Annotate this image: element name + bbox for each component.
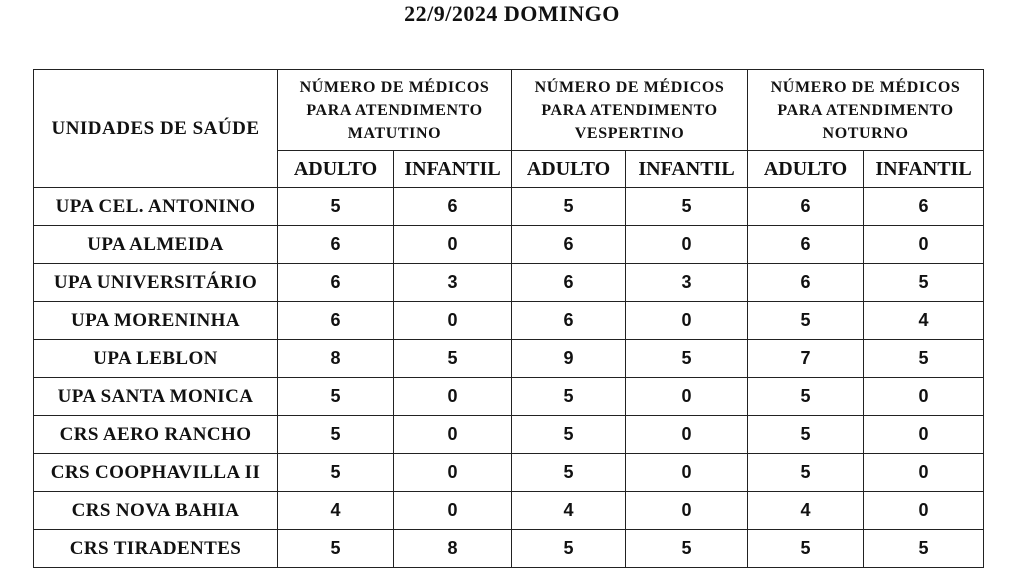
afternoon-adult-cell: 5 — [512, 530, 626, 568]
afternoon-adult-cell: 4 — [512, 492, 626, 530]
table-row — [34, 530, 984, 568]
afternoon-child-cell: 5 — [626, 530, 748, 568]
group-header-line: PARA ATENDIMENTO — [306, 101, 483, 119]
afternoon-child-cell: 0 — [626, 492, 748, 530]
morning-child-cell: 3 — [394, 264, 512, 302]
group-header-line: NÚMERO DE MÉDICOS — [534, 78, 725, 96]
group-header-line: PARA ATENDIMENTO — [541, 101, 718, 119]
morning-child-header: INFANTIL — [394, 151, 512, 188]
group-header-line: PARA ATENDIMENTO — [777, 101, 954, 119]
group-header-line: NOTURNO — [822, 124, 909, 142]
afternoon-child-cell: 0 — [626, 226, 748, 264]
night-child-cell: 0 — [864, 492, 984, 530]
afternoon-child-cell: 5 — [626, 188, 748, 226]
table-row — [34, 264, 984, 302]
night-adult-cell: 5 — [748, 530, 864, 568]
morning-adult-cell: 6 — [278, 226, 394, 264]
group-header-line: NÚMERO DE MÉDICOS — [770, 78, 961, 96]
morning-group-header — [278, 70, 512, 151]
table-row — [34, 454, 984, 492]
night-adult-cell: 6 — [748, 264, 864, 302]
afternoon-child-cell: 0 — [626, 416, 748, 454]
unit-name-cell: CRS AERO RANCHO — [34, 416, 278, 454]
morning-adult-cell: 5 — [278, 378, 394, 416]
table-row — [34, 188, 984, 226]
table-row — [34, 340, 984, 378]
afternoon-child-cell: 5 — [626, 340, 748, 378]
group-header-row — [34, 70, 984, 151]
table-row — [34, 378, 984, 416]
unit-name-cell: UPA SANTA MONICA — [34, 378, 278, 416]
morning-child-cell: 0 — [394, 302, 512, 340]
doctors-schedule-table — [33, 69, 984, 568]
morning-child-cell: 0 — [394, 454, 512, 492]
night-child-cell: 5 — [864, 340, 984, 378]
night-adult-cell: 7 — [748, 340, 864, 378]
night-child-cell: 6 — [864, 188, 984, 226]
morning-child-cell: 0 — [394, 378, 512, 416]
afternoon-child-cell: 3 — [626, 264, 748, 302]
afternoon-adult-header: ADULTO — [512, 151, 626, 188]
morning-child-cell: 5 — [394, 340, 512, 378]
afternoon-adult-cell: 9 — [512, 340, 626, 378]
morning-adult-cell: 5 — [278, 454, 394, 492]
morning-child-cell: 6 — [394, 188, 512, 226]
afternoon-adult-cell: 5 — [512, 416, 626, 454]
morning-adult-cell: 8 — [278, 340, 394, 378]
unit-name-cell: CRS NOVA BAHIA — [34, 492, 278, 530]
morning-child-cell: 0 — [394, 416, 512, 454]
morning-child-cell: 0 — [394, 492, 512, 530]
morning-adult-header: ADULTO — [278, 151, 394, 188]
night-group-header — [748, 70, 984, 151]
morning-adult-cell: 6 — [278, 302, 394, 340]
table-row — [34, 302, 984, 340]
night-adult-cell: 5 — [748, 302, 864, 340]
morning-adult-cell: 5 — [278, 530, 394, 568]
table-row — [34, 416, 984, 454]
group-header-line: NÚMERO DE MÉDICOS — [299, 78, 490, 96]
night-adult-cell: 6 — [748, 188, 864, 226]
table-body — [34, 188, 984, 568]
night-adult-cell: 5 — [748, 378, 864, 416]
afternoon-child-cell: 0 — [626, 454, 748, 492]
morning-child-cell: 0 — [394, 226, 512, 264]
unit-name-cell: CRS COOPHAVILLA II — [34, 454, 278, 492]
afternoon-group-header — [512, 70, 748, 151]
units-column-header: UNIDADES DE SAÚDE — [34, 70, 278, 188]
night-child-cell: 0 — [864, 454, 984, 492]
night-adult-cell: 5 — [748, 416, 864, 454]
night-child-header: INFANTIL — [864, 151, 984, 188]
unit-name-cell: UPA CEL. ANTONINO — [34, 188, 278, 226]
unit-name-cell: CRS TIRADENTES — [34, 530, 278, 568]
night-adult-header: ADULTO — [748, 151, 864, 188]
morning-adult-cell: 5 — [278, 416, 394, 454]
unit-name-cell: UPA UNIVERSITÁRIO — [34, 264, 278, 302]
morning-adult-cell: 5 — [278, 188, 394, 226]
night-child-cell: 0 — [864, 226, 984, 264]
afternoon-adult-cell: 5 — [512, 188, 626, 226]
night-adult-cell: 6 — [748, 226, 864, 264]
night-adult-cell: 4 — [748, 492, 864, 530]
morning-child-cell: 8 — [394, 530, 512, 568]
afternoon-child-cell: 0 — [626, 378, 748, 416]
night-child-cell: 5 — [864, 530, 984, 568]
morning-adult-cell: 6 — [278, 264, 394, 302]
afternoon-adult-cell: 5 — [512, 378, 626, 416]
unit-name-cell: UPA MORENINHA — [34, 302, 278, 340]
night-adult-cell: 5 — [748, 454, 864, 492]
night-child-cell: 5 — [864, 264, 984, 302]
morning-adult-cell: 4 — [278, 492, 394, 530]
afternoon-adult-cell: 6 — [512, 264, 626, 302]
afternoon-adult-cell: 6 — [512, 302, 626, 340]
afternoon-adult-cell: 5 — [512, 454, 626, 492]
night-child-cell: 0 — [864, 378, 984, 416]
group-header-line: MATUTINO — [347, 124, 442, 142]
table-row — [34, 226, 984, 264]
night-child-cell: 4 — [864, 302, 984, 340]
afternoon-child-cell: 0 — [626, 302, 748, 340]
afternoon-child-header: INFANTIL — [626, 151, 748, 188]
night-child-cell: 0 — [864, 416, 984, 454]
afternoon-adult-cell: 6 — [512, 226, 626, 264]
unit-name-cell: UPA LEBLON — [34, 340, 278, 378]
group-header-line: VESPERTINO — [574, 124, 685, 142]
unit-name-cell: UPA ALMEIDA — [34, 226, 278, 264]
table-row — [34, 492, 984, 530]
document-title: 22/9/2024 DOMINGO — [404, 1, 620, 26]
